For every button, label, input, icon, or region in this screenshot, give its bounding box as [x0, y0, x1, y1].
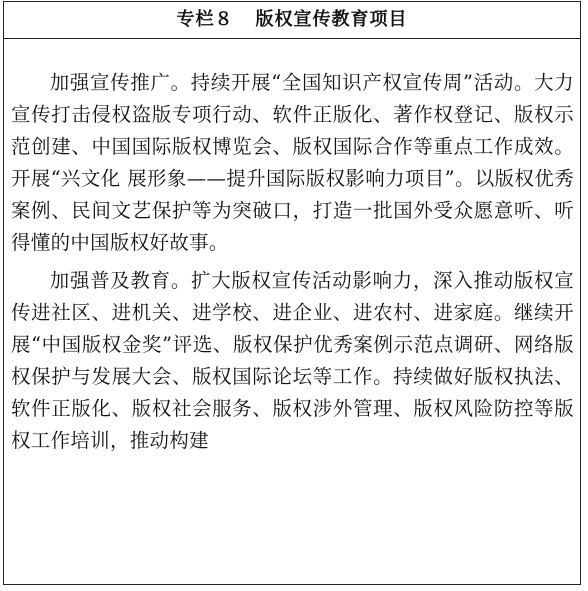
paragraph-education: 加强普及教育。扩大版权宣传活动影响力，深入推动版权宣传进社区、进机关、进学校、进企业、进农村、进家庭。继续开展“中国版权金奖”评选、版权保护优秀案例示范点调研、网络版权保护与发展大会、版权国际论坛等工作。持续做好版权执法、软件正版化、版权社会服务、版权涉外管理、版权风险防控等版权工作培训，推动构建	[11, 269, 574, 452]
paragraph-publicity: 加强宣传推广。持续开展“全国知识产权宣传周”活动。大力宣传打击侵权盗版专项行动、软件正版化、著作权登记、版权示范创建、中国国际版权博览会、版权国际合作等重点工作成效。开展“兴文化 展形象——提升国际版权影响力项目”。以版权优秀案例、民间文艺保护等为突破口，打造一批国外受众愿意听、听得懂的中国版权好故事。	[11, 71, 574, 254]
box-title-label: 专栏８	[176, 9, 234, 30]
box-body	[4, 67, 580, 457]
box-title	[4, 2, 580, 39]
box-title-text: 版权宣传教育项目	[255, 9, 408, 30]
special-column-box	[3, 1, 581, 585]
